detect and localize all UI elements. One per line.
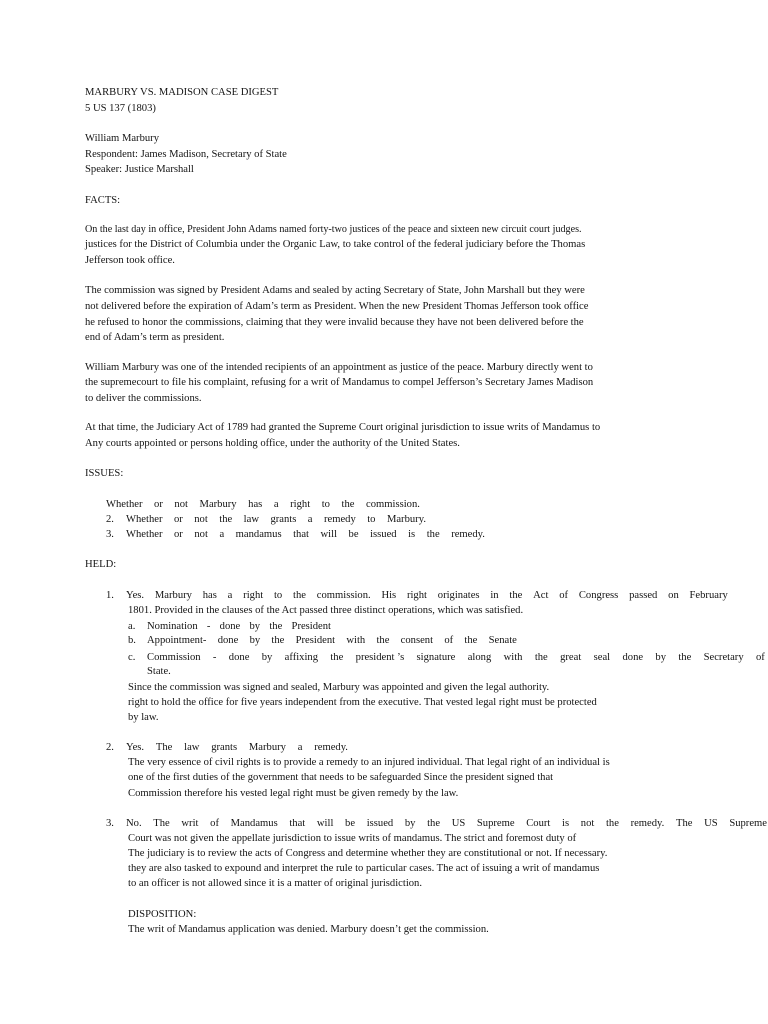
word: affixing — [284, 652, 319, 663]
word: of — [559, 590, 569, 601]
word: The — [675, 818, 693, 829]
word: Marbury — [154, 590, 192, 601]
respondent: Respondent: James Madison, Secretary of State — [85, 149, 287, 160]
word: right — [290, 499, 311, 510]
word: Whether — [126, 529, 163, 540]
word: Mandamus — [230, 818, 278, 829]
issues-heading: ISSUES: — [85, 468, 124, 479]
held-3-line: Court was not given the appellate jurisdiction to issue writs of mandamus. The strict and foremost duty of — [128, 833, 577, 844]
held-1-after-line: Since the commission was signed and sealed, Marbury was appointed and given the legal authority. — [128, 682, 550, 693]
disposition-heading: DISPOSITION: — [128, 909, 197, 920]
word: is — [408, 529, 416, 540]
facts-p2-line: not delivered before the expiration of Adam’s term as President. When the new President Thomas Jefferson took office — [85, 301, 589, 312]
word: Supreme — [476, 818, 515, 829]
word: not — [174, 499, 188, 510]
word: Marbury — [199, 499, 237, 510]
facts-p3-line: to deliver the commissions. — [85, 393, 202, 404]
word: the — [427, 818, 441, 829]
word: Appointment- — [147, 635, 207, 646]
word: the — [376, 635, 390, 646]
held-1-first-line — [126, 589, 728, 602]
word: in — [490, 590, 499, 601]
facts-p1-line: justices for the District of Columbia under the Organic Law, to take control of the federal judiciary before the Thomas — [85, 239, 586, 250]
word: the — [426, 529, 440, 540]
held-number: 3. — [106, 818, 114, 829]
word: be — [348, 529, 359, 540]
held-1-after-line: right to hold the office for five years independent from the executive. That vested legal right must be protected — [128, 697, 597, 708]
word: done — [228, 652, 250, 663]
word: His — [381, 590, 397, 601]
word: originates — [437, 590, 480, 601]
word: commission. — [366, 499, 420, 510]
word: a — [227, 590, 233, 601]
held-3-line: The judiciary is to review the acts of Congress and determine whether they are constitutional or not. If necessary. — [128, 848, 608, 859]
issue-3-text — [126, 528, 485, 541]
issue-2-text — [126, 513, 426, 526]
word: The — [153, 818, 170, 829]
word: on — [668, 590, 679, 601]
issue-1-text — [106, 498, 420, 511]
word: or — [173, 514, 183, 525]
held-3-line: to an officer is not allowed since it is a matter of original jurisdiction. — [128, 878, 423, 889]
word: great — [560, 652, 582, 663]
facts-heading: FACTS: — [85, 195, 121, 206]
held-1-sub-b — [147, 634, 517, 647]
word: Marbury. — [386, 514, 426, 525]
facts-p2-line: The commission was signed by President Adams and sealed by acting Secretary of State, John Marshall but they were — [85, 285, 585, 296]
word: February — [689, 590, 728, 601]
facts-p2-line: he refused to honor the commissions, claiming that they were invalid because they have not been delivered before the — [85, 317, 584, 328]
facts-p4-line: Any courts appointed or persons holding office, under the authority of the United States. — [85, 438, 460, 449]
word: issued — [366, 818, 394, 829]
word: right — [243, 590, 264, 601]
word: president ’s — [355, 652, 405, 663]
word: commission. — [316, 590, 371, 601]
word: by — [404, 818, 416, 829]
word: Court — [526, 818, 551, 829]
held-2-first-line — [126, 741, 348, 754]
word: by — [655, 652, 666, 663]
word: US — [451, 818, 466, 829]
word: a — [307, 514, 313, 525]
word: or — [174, 529, 183, 540]
facts-p1-line: On the last day in office, President John Adams named forty-two justices of the peace and sixteen new circuit court judges. — [85, 224, 582, 235]
word: has — [202, 590, 217, 601]
word: along — [467, 652, 492, 663]
word: the — [678, 652, 692, 663]
word: a — [297, 742, 303, 753]
held-1-sub-c-cont: State. — [147, 666, 171, 677]
word: Supreme — [729, 818, 767, 829]
petitioner: William Marbury — [85, 133, 160, 144]
word: with — [503, 652, 523, 663]
citation: 5 US 137 (1803) — [85, 103, 156, 114]
word: done — [622, 652, 644, 663]
word: not — [194, 529, 208, 540]
word: remedy. — [451, 529, 485, 540]
word: Senate — [488, 635, 517, 646]
held-1-line: 1801. Provided in the clauses of the Act passed three distinct operations, which was satisfied. — [128, 605, 524, 616]
word: the — [605, 818, 619, 829]
word: Congress — [578, 590, 619, 601]
held-1-after-line: by law. — [128, 712, 159, 723]
word: President — [295, 635, 336, 646]
word: Whether — [106, 499, 143, 510]
word: consent — [400, 635, 434, 646]
disposition-text: The writ of Mandamus application was denied. Marbury doesn’t get the commission. — [128, 924, 489, 935]
word: The — [155, 742, 173, 753]
word: signature — [416, 652, 456, 663]
word: Yes. — [126, 742, 145, 753]
word: the — [464, 635, 478, 646]
held-number: 2. — [106, 742, 114, 753]
facts-p1-line: Jefferson took office. — [85, 255, 175, 266]
word: President — [291, 621, 331, 632]
word: remedy — [323, 514, 356, 525]
word: a — [219, 529, 225, 540]
word: not — [580, 818, 595, 829]
word: seal — [593, 652, 611, 663]
word: - — [212, 652, 217, 663]
held-2-line: one of the first duties of the government that needs to be safeguarded Since the president signed that — [128, 772, 554, 783]
word: Yes. — [126, 590, 145, 601]
facts-p2-line: end of Adam’s term as president. — [85, 332, 225, 343]
word: right — [406, 590, 427, 601]
word: of — [444, 635, 454, 646]
word: the — [534, 652, 548, 663]
sub-letter: c. — [128, 652, 136, 663]
word: Nomination — [147, 621, 198, 632]
word: the — [293, 590, 306, 601]
word: grants — [270, 514, 297, 525]
word: not — [194, 514, 208, 525]
word: is — [562, 818, 570, 829]
held-heading: HELD: — [85, 559, 117, 570]
word: a — [273, 499, 279, 510]
word: remedy. — [630, 818, 665, 829]
document-title: MARBURY VS. MADISON CASE DIGEST — [85, 87, 279, 98]
held-number: 1. — [106, 590, 114, 601]
word: law — [243, 514, 259, 525]
word: Marbury — [248, 742, 286, 753]
word: Commission — [147, 652, 201, 663]
word: Secretary — [703, 652, 744, 663]
word: mandamus — [235, 529, 282, 540]
word: Act — [533, 590, 549, 601]
word: grants — [211, 742, 238, 753]
word: Whether — [126, 514, 163, 525]
held-3-first-line — [126, 817, 767, 830]
facts-p3-line: the supremecourt to file his complaint, refusing for a writ of Mandamus to compel Jefferson’s Secretary James Madison — [85, 377, 594, 388]
facts-p3-line: William Marbury was one of the intended recipients of an appointment as justice of the peace. Marbury directly went to — [85, 362, 593, 373]
word: will — [316, 818, 334, 829]
word: - — [206, 621, 211, 632]
word: the — [219, 514, 233, 525]
word: that — [293, 529, 309, 540]
held-2-line: The very essence of civil rights is to provide a remedy to an injured individual. That legal right of an individual is — [128, 757, 610, 768]
speaker: Speaker: Justice Marshall — [85, 164, 194, 175]
word: to — [273, 590, 283, 601]
held-3-line: they are also tasked to expound and interpret the rule to particular cases. The act of issuing a writ of mandamus — [128, 863, 600, 874]
word: the — [341, 499, 355, 510]
word: has — [248, 499, 263, 510]
word: of — [210, 818, 219, 829]
word: to — [367, 514, 376, 525]
word: done — [217, 635, 239, 646]
word: or — [154, 499, 163, 510]
issue-number: 3. — [106, 529, 114, 540]
word: the — [269, 621, 283, 632]
word: remedy. — [314, 742, 348, 753]
word: be — [345, 818, 356, 829]
word: by — [249, 635, 261, 646]
word: by — [261, 652, 273, 663]
word: that — [289, 818, 306, 829]
word: done — [219, 621, 241, 632]
word: No. — [126, 818, 142, 829]
word: of — [755, 652, 765, 663]
sub-letter: b. — [128, 635, 136, 646]
held-1-sub-c — [147, 651, 765, 664]
word: US — [704, 818, 718, 829]
issue-number: 2. — [106, 514, 114, 525]
word: issued — [370, 529, 397, 540]
held-1-sub-a — [147, 620, 331, 633]
word: to — [321, 499, 330, 510]
word: with — [346, 635, 366, 646]
word: law — [184, 742, 200, 753]
facts-p4-line: At that time, the Judiciary Act of 1789 had granted the Supreme Court original jurisdiction to issue writs of Mandamus to — [85, 422, 601, 433]
word: will — [320, 529, 338, 540]
sub-letter: a. — [128, 621, 136, 632]
word: the — [271, 635, 285, 646]
word: by — [249, 621, 261, 632]
word: passed — [629, 590, 658, 601]
held-2-line: Commission therefore his vested legal right must be given remedy by the law. — [128, 788, 459, 799]
word: writ — [181, 818, 199, 829]
word: the — [509, 590, 523, 601]
word: the — [330, 652, 344, 663]
